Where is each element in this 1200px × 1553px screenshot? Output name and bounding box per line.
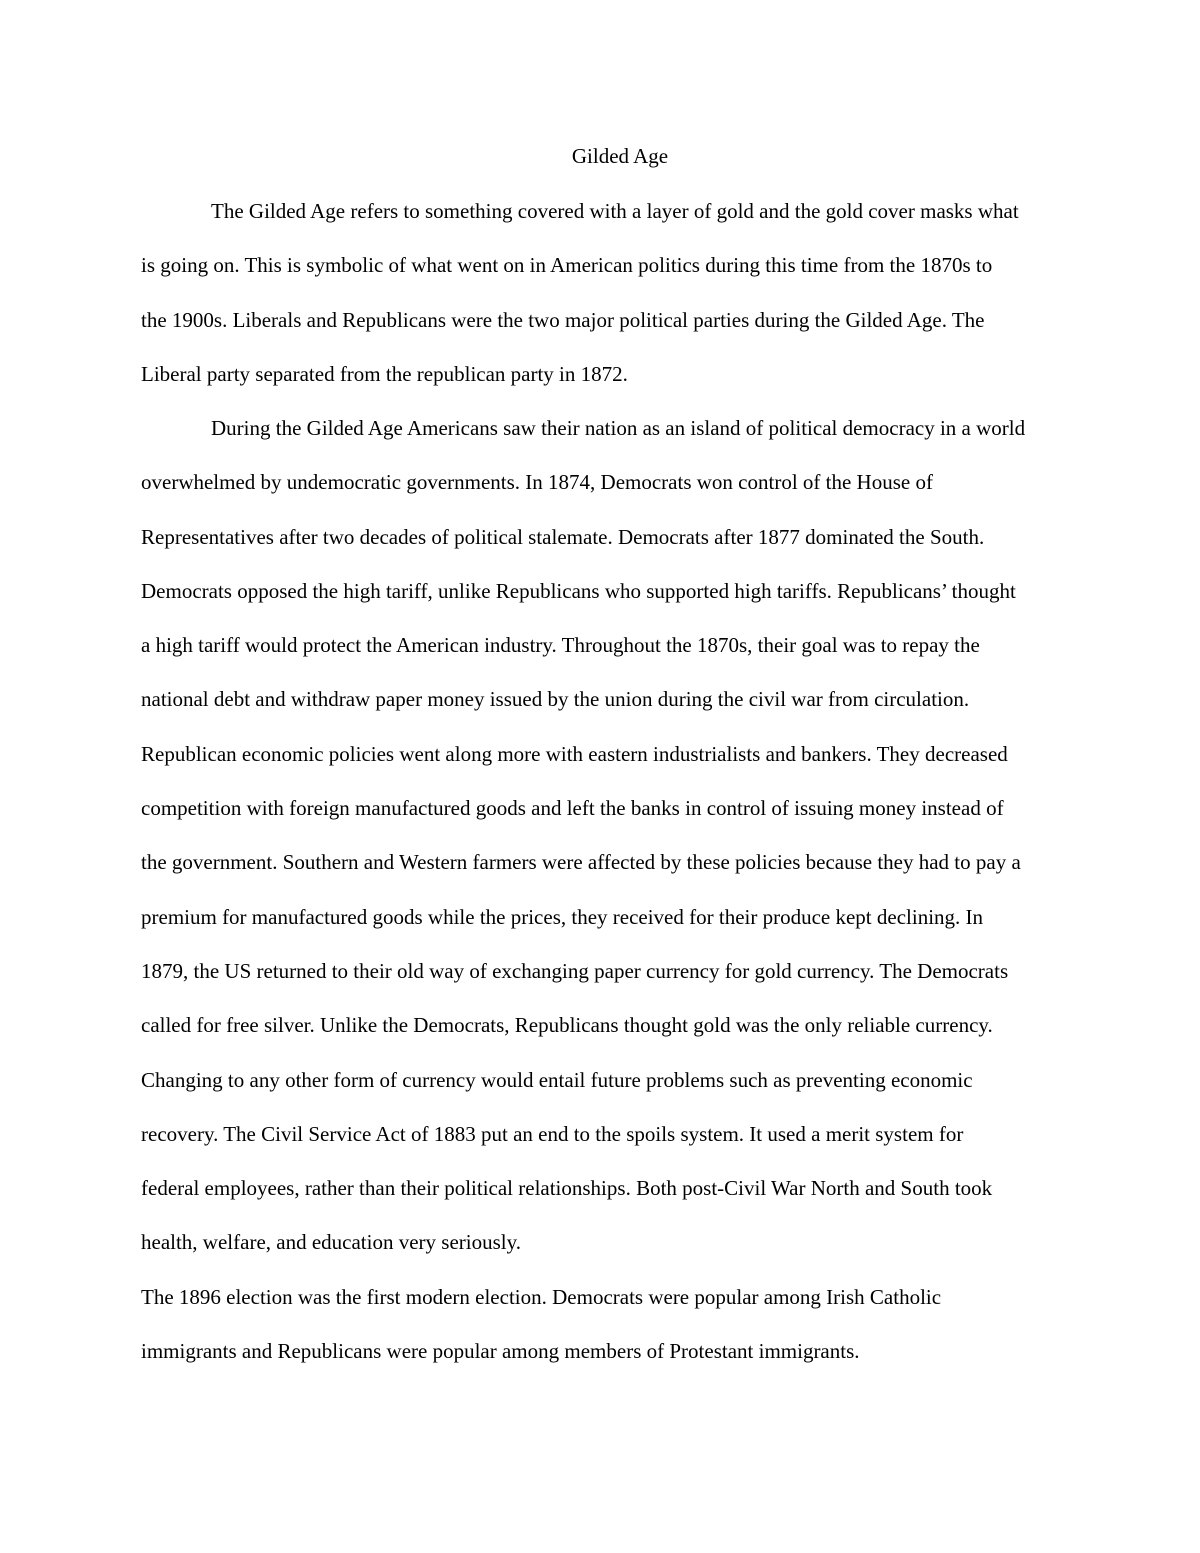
paragraph-line: Democrats opposed the high tariff, unlike Republicans who supported high tariffs. Republicans’ thought <box>141 578 1016 603</box>
paragraph-line: competition with foreign manufactured goods and left the banks in control of issuing money instead of <box>141 796 1004 821</box>
paragraph-line: 1879, the US returned to their old way of exchanging paper currency for gold currency. The Democrats <box>141 958 1009 983</box>
paragraph-line: is going on. This is symbolic of what went on in American politics during this time from the 1870s to <box>141 253 993 278</box>
paragraph-line: called for free silver. Unlike the Democrats, Republicans thought gold was the only reliable currency. <box>141 1013 993 1038</box>
paragraph-line: The 1896 election was the first modern election. Democrats were popular among Irish Catholic <box>141 1285 942 1309</box>
paragraph-line: the government. Southern and Western farmers were affected by these policies because they had to pay a <box>141 850 1021 875</box>
paragraph-2 <box>141 401 1025 1270</box>
paragraph-line: premium for manufactured goods while the prices, they received for their produce kept declining. In <box>141 904 984 929</box>
paragraph-1 <box>141 184 1019 401</box>
paragraph-line: During the Gilded Age Americans saw their nation as an island of political democracy in a world <box>211 416 1026 440</box>
paragraph-line: Liberal party separated from the republican party in 1872. <box>141 361 628 386</box>
paragraph-line: federal employees, rather than their political relationships. Both post-Civil War North and South took <box>141 1176 993 1201</box>
paragraph-line: recovery. The Civil Service Act of 1883 put an end to the spoils system. It used a merit system for <box>141 1121 964 1146</box>
paragraph-line: Republican economic policies went along more with eastern industrialists and bankers. They decreased <box>141 741 1008 766</box>
paragraph-line: the 1900s. Liberals and Republicans were the two major political parties during the Gilded Age. The <box>141 307 985 332</box>
paragraph-line: overwhelmed by undemocratic governments. In 1874, Democrats won control of the House of <box>141 470 933 495</box>
paragraph-line: Changing to any other form of currency would entail future problems such as preventing economic <box>141 1067 973 1092</box>
paragraph-line: immigrants and Republicans were popular among members of Protestant immigrants. <box>141 1339 860 1364</box>
paragraph-line: health, welfare, and education very seriously. <box>141 1230 521 1255</box>
paragraph-line: The Gilded Age refers to something covered with a layer of gold and the gold cover masks what <box>211 199 1019 223</box>
paragraph-3 <box>141 1270 941 1379</box>
paragraph-line: a high tariff would protect the American industry. Throughout the 1870s, their goal was to repay the <box>141 633 980 658</box>
document-title: Gilded Age <box>571 144 669 168</box>
paragraph-line: national debt and withdraw paper money issued by the union during the civil war from circulation. <box>141 687 970 712</box>
paragraph-line: Representatives after two decades of political stalemate. Democrats after 1877 dominated the South. <box>141 524 985 549</box>
